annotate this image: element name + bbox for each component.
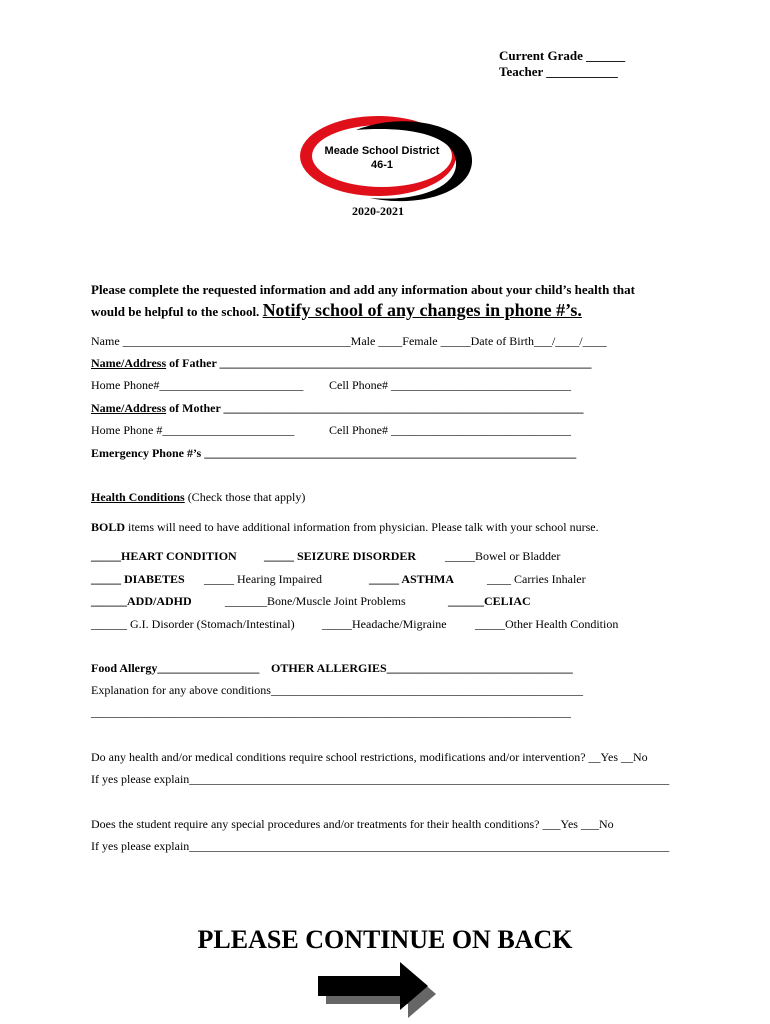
explanation-field[interactable]: Explanation for any above conditions____________________________________________________ — [91, 683, 583, 697]
health-conditions-note: (Check those that apply) — [184, 490, 306, 504]
emergency-phone-line[interactable]: Emergency Phone #’s ______________________________________________________________ — [91, 446, 577, 460]
father-address-line[interactable] — [91, 356, 592, 371]
procedures-explain-field[interactable]: If yes please explain________________________________________________________________________________ — [91, 839, 670, 853]
condition-hearing[interactable]: _____ Hearing Impaired — [204, 572, 322, 586]
other-allergies-field[interactable]: OTHER ALLERGIES_______________________________ — [271, 661, 573, 675]
intro-text-line2 — [91, 300, 582, 321]
teacher-field[interactable]: Teacher ___________ — [499, 64, 618, 79]
intro-helpful-text: would be helpful to the school. — [91, 304, 260, 319]
condition-bowel-bladder[interactable]: _____Bowel or Bladder — [445, 549, 561, 563]
condition-bone-muscle[interactable]: _______Bone/Muscle Joint Problems — [225, 594, 406, 608]
explanation-continued-line[interactable]: ________________________________________________________________________________ — [91, 705, 571, 719]
condition-celiac[interactable]: ______CELIAC — [448, 594, 531, 608]
current-grade-field[interactable]: Current Grade ______ — [499, 48, 626, 63]
restrictions-explain-field[interactable]: If yes please explain________________________________________________________________________________ — [91, 772, 670, 786]
mother-address-label: Name/Address — [91, 401, 167, 415]
health-conditions-title: Health Conditions — [91, 490, 185, 504]
right-arrow-icon — [314, 960, 436, 1020]
father-home-phone[interactable]: Home Phone#________________________ — [91, 378, 304, 392]
mother-address-line[interactable] — [91, 401, 584, 416]
procedures-question[interactable]: Does the student require any special procedures and/or treatments for their health conditions? ___Yes ___No — [91, 817, 614, 831]
condition-asthma[interactable]: _____ ASTHMA — [369, 572, 455, 586]
school-year: 2020-2021 — [352, 204, 404, 218]
mother-address-blank[interactable]: of Mother ____________________________________________________________ — [166, 401, 584, 415]
intro-text-line1: Please complete the requested information and add any information about your child’s health that — [91, 282, 635, 297]
father-cell-phone[interactable]: Cell Phone# ______________________________ — [329, 378, 571, 392]
logo-line1: Meade School District — [324, 145, 440, 157]
condition-gi-disorder[interactable]: ______ G.I. Disorder (Stomach/Intestinal) — [91, 617, 295, 631]
restrictions-question[interactable]: Do any health and/or medical conditions require school restrictions, modifications and/or intervention? __Yes __No — [91, 750, 648, 764]
district-logo — [296, 112, 476, 208]
condition-other[interactable]: _____Other Health Condition — [475, 617, 619, 631]
condition-seizure[interactable]: _____ SEIZURE DISORDER — [264, 549, 417, 563]
student-name-line[interactable]: Name ______________________________________Male ____Female _____Date of Birth___/____/____ — [91, 334, 607, 348]
continue-on-back-heading: PLEASE CONTINUE ON BACK — [197, 925, 573, 954]
condition-carries-inhaler[interactable]: ____ Carries Inhaler — [487, 572, 586, 586]
condition-heart[interactable]: _____HEART CONDITION — [91, 549, 237, 563]
bold-items-text: items will need to have additional information from physician. Please talk with your school nurse. — [125, 520, 599, 534]
health-conditions-heading — [91, 490, 305, 505]
condition-headache[interactable]: _____Headache/Migraine — [322, 617, 447, 631]
logo-line2: 46-1 — [370, 159, 394, 171]
food-allergy-field[interactable]: Food Allergy_________________ — [91, 661, 260, 675]
mother-cell-phone[interactable]: Cell Phone# ______________________________ — [329, 423, 571, 437]
father-address-blank[interactable]: of Father ______________________________________________________________ — [166, 356, 592, 370]
bold-word: BOLD — [91, 520, 126, 534]
condition-add-adhd[interactable]: ______ADD/ADHD — [91, 594, 192, 608]
mother-home-phone[interactable]: Home Phone #______________________ — [91, 423, 295, 437]
condition-diabetes[interactable]: _____ DIABETES — [91, 572, 185, 586]
notify-phone-changes: Notify school of any changes in phone #’s. — [262, 300, 582, 320]
bold-items-note — [91, 520, 599, 535]
father-address-label: Name/Address — [91, 356, 167, 370]
